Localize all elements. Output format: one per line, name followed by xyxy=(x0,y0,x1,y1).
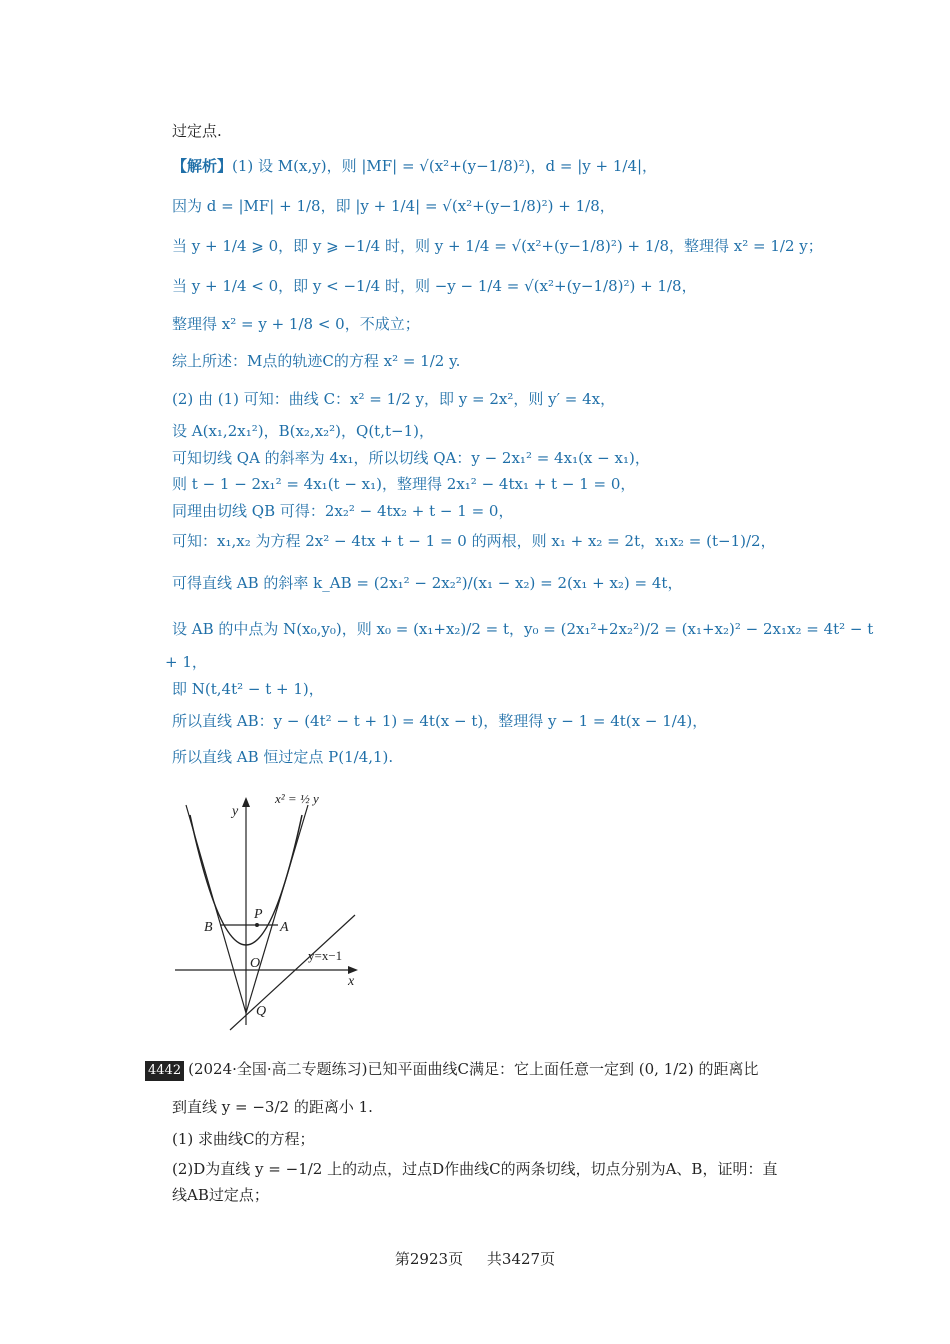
solution-line-13: 可得直线 AB 的斜率 k_AB = (2x₁² − 2x₂²)/(x₁ − x₂) = 2(x₁ + x₂) = 4t， xyxy=(172,574,683,592)
solution-line-10: 则 t − 1 − 2x₁² = 4x₁(t − x₁)，整理得 2x₁² − 4tx₁ + t − 1 = 0， xyxy=(172,475,636,493)
y-axis-arrow xyxy=(242,797,250,807)
solution-line-11: 同理由切线 QB 可得：2x₂² − 4tx₂ + t − 1 = 0， xyxy=(172,502,514,520)
question-1: (1) 求曲线C的方程； xyxy=(172,1130,315,1148)
problem-line-1 xyxy=(145,1058,758,1081)
question-2-line-1: (2)D为直线 y = −1/2 上的动点，过点D作曲线C的两条切线，切点分别为A、B，证明：直 xyxy=(172,1160,778,1178)
solution-line-9: 可知切线 QA 的斜率为 4x₁，所以切线 QA：y − 2x₁² = 4x₁(x − x₁)， xyxy=(172,449,650,467)
x-axis-arrow xyxy=(348,966,358,974)
solution-text: (1) 设 M(x,y)，则 |MF| = √(x²+(y−1/8)²)，d = |y + 1/4|， xyxy=(232,157,658,175)
solution-line-12: 可知：x₁,x₂ 为方程 2x² − 4tx + t − 1 = 0 的两根，则 x₁ + x₂ = 2t，x₁x₂ = (t−1)/2， xyxy=(172,532,776,550)
problem-number: 4442 xyxy=(145,1061,184,1081)
solution-line-4: 当 y + 1/4 < 0，即 y < −1/4 时，则 −y − 1/4 = √(x²+(y−1/8)²) + 1/8， xyxy=(172,277,697,295)
page-footer xyxy=(0,1248,950,1269)
point-B-label: B xyxy=(204,920,213,935)
solution-line-15: + 1， xyxy=(165,653,207,671)
tangent-line-QB xyxy=(186,805,246,1013)
solution-line-1 xyxy=(172,155,657,177)
page-number: 第2923页 xyxy=(394,1250,464,1268)
parabola-figure xyxy=(170,785,370,1035)
solution-line-6: 综上所述：M点的轨迹C的方程 x² = 1/2 y. xyxy=(172,352,461,370)
line-y-x-1 xyxy=(230,915,355,1030)
solution-line-5: 整理得 x² = y + 1/8 < 0，不成立； xyxy=(172,315,420,333)
problem-text-1: 已知平面曲线C满足：它上面任意一定到 (0, 1/2) 的距离比 xyxy=(367,1060,759,1078)
point-P xyxy=(255,923,259,927)
total-pages: 共3427页 xyxy=(486,1250,556,1268)
solution-line-2: 因为 d = |MF| + 1/8，即 |y + 1/4| = √(x²+(y−1/8)²) + 1/8， xyxy=(172,197,615,215)
solution-line-16: 即 N(t,4t² − t + 1)， xyxy=(172,680,324,698)
y-axis-label: y xyxy=(232,804,239,819)
point-A-label: A xyxy=(280,920,289,935)
problem-line-2: 到直线 y = −3/2 的距离小 1. xyxy=(172,1098,373,1116)
curve-label: x² = ½ y xyxy=(275,791,319,806)
problem-source: (2024·全国·高二专题练习) xyxy=(188,1060,368,1078)
solution-line-7: (2) 由 (1) 可知：曲线 C：x² = 1/2 y，即 y = 2x²，则 y′ = 4x， xyxy=(172,390,616,408)
solution-line-18: 所以直线 AB 恒过定点 P(1/4,1). xyxy=(172,748,394,766)
question-2-line-2: 线AB过定点； xyxy=(172,1186,269,1204)
point-Q-label: Q xyxy=(256,1004,267,1019)
x-axis-label: x xyxy=(348,974,355,989)
point-P-label: P xyxy=(254,907,263,922)
solution-line-8: 设 A(x₁,2x₁²)，B(x₂,x₂²)，Q(t,t−1)， xyxy=(172,422,434,440)
intro-text: 过定点. xyxy=(172,122,222,140)
line-label: y=x−1 xyxy=(308,948,343,963)
solution-line-17: 所以直线 AB：y − (4t² − t + 1) = 4t(x − t)，整理得 y − 1 = 4t(x − 1/4)， xyxy=(172,712,708,730)
solution-line-3: 当 y + 1/4 ⩾ 0，即 y ⩾ −1/4 时，则 y + 1/4 = √(x²+(y−1/8)²) + 1/8，整理得 x² = 1/2 y； xyxy=(172,237,823,255)
analysis-tag: 【解析】 xyxy=(172,157,233,175)
solution-line-14: 设 AB 的中点为 N(x₀,y₀)，则 x₀ = (x₁+x₂)/2 = t，y₀ = (2x₁²+2x₂²)/2 = (x₁+x₂)² − 2x₁x₂ = 4t² − t xyxy=(172,620,874,638)
point-O-label: O xyxy=(250,956,261,971)
